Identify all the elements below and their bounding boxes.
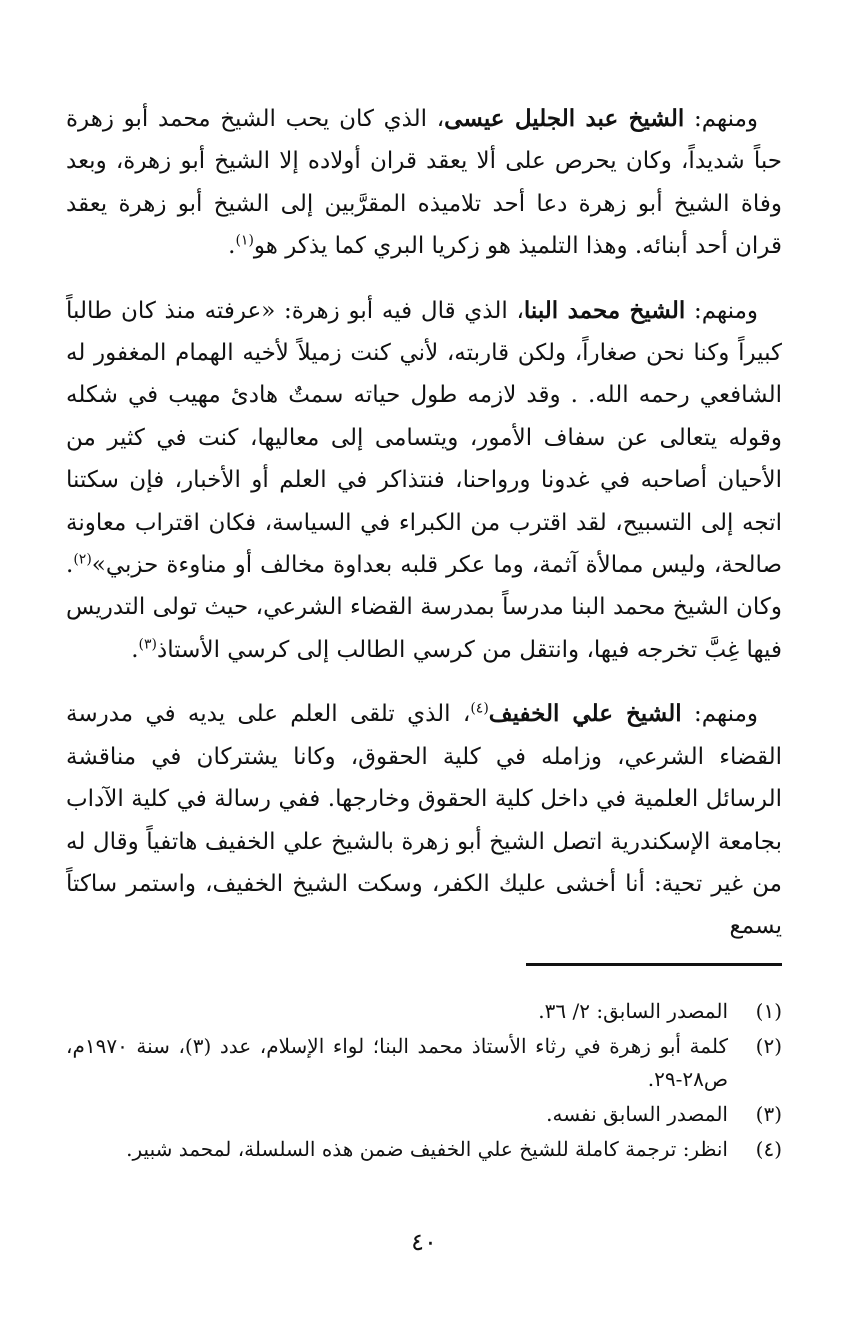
- footnote-text: انظر: ترجمة كاملة للشيخ علي الخفيف ضمن هذه السلسلة، لمحمد شبير.: [126, 1137, 728, 1161]
- paragraph-tail: .: [228, 233, 236, 260]
- person-name: الشيخ علي الخفيف: [488, 700, 682, 728]
- paragraph-lead: ومنهم:: [684, 106, 758, 132]
- footnote-item: [66, 1098, 782, 1131]
- footnote-number: (٣): [755, 1102, 782, 1126]
- person-name: الشيخ محمد البنا: [523, 296, 686, 324]
- footnote-separator: [526, 963, 782, 966]
- paragraph-text: ، الذي كان يحب الشيخ محمد أبو زهرة حباً شديداً، وكان يحرص على ألا يعقد قران أولاده إلا الشيخ أبو زهرة، وبعد وفاة الشيخ أبو زهرة دعا أحد تلاميذه المقرَّبين إلى الشيخ أبو زهرة يعقد قران أحد أبنائه. وهذا التلميذ هو زكريا البري كما يذكر هو: [66, 106, 782, 260]
- footnote-text: المصدر السابق: ٢/ ٣٦.: [538, 999, 728, 1023]
- paragraph-ali-al-khafif: [66, 693, 782, 947]
- footnote-item: [66, 995, 782, 1028]
- paragraph-text: ، الذي قال فيه أبو زهرة: «عرفته منذ كان طالباً كبيراً وكنا نحن صغاراً، ولكن قاربته، لأني كنت زميلاً لأخيه الهمام المغفور له الشافعي رحمه الله. . وقد لازمه طول حياته سمتٌ هادئ مهيب في شكله وقوله يتعالى عن سفاف الأمور، ويتسامى إلى معاليها، كنت في كثير من الأحيان أصاحبه في غدونا ورواحنا، فنتذاكر في العلم أو الأخبار، فإن سكتنا اتجه إلى التسبيح، لقد اقترب من الكبراء في السياسة، فكان اقتراب معاونة صالحة، وليس ممالأة آثمة، وما عكر قلبه بعداوة مخالف أو مناوءة حزبي»: [66, 297, 782, 579]
- main-text: [66, 98, 782, 948]
- footnote-number: (١): [755, 999, 782, 1023]
- paragraph-muhammad-al-banna: [66, 290, 782, 672]
- paragraph-lead: ومنهم:: [685, 297, 759, 324]
- person-name: الشيخ عبد الجليل عيسى: [444, 105, 685, 132]
- footnote-ref: (٣): [138, 636, 157, 653]
- paragraph-lead: ومنهم:: [681, 701, 759, 728]
- footnote-text: المصدر السابق نفسه.: [546, 1102, 728, 1126]
- footnotes: [66, 995, 782, 1168]
- paragraph-text-continued: . وكان الشيخ محمد البنا مدرساً بمدرسة القضاء الشرعي، حيث تولى التدريس فيها غِبَّ تخرجه فيها، وانتقل من كرسي الطالب إلى كرسي الأستاذ: [66, 552, 782, 663]
- paragraph-abdul-jalil-eissa: [66, 98, 782, 268]
- footnote-item: [66, 1030, 782, 1096]
- page-number: ٤٠: [411, 1228, 437, 1256]
- footnote-number: (٢): [755, 1034, 782, 1058]
- footnote-text: كلمة أبو زهرة في رثاء الأستاذ محمد البنا؛ لواء الإسلام، عدد (٣)، سنة ١٩٧٠م، ص٢٨-٢٩.: [66, 1034, 728, 1091]
- footnote-number: (٤): [755, 1137, 782, 1161]
- paragraph-tail: .: [131, 636, 139, 663]
- footnote-ref: (١): [235, 232, 254, 249]
- footnote-ref: (٤): [470, 700, 489, 717]
- footnote-item: [66, 1133, 782, 1166]
- footnote-ref: (٢): [73, 551, 92, 568]
- paragraph-text: ، الذي تلقى العلم على يديه في مدرسة القضاء الشرعي، وزامله في كلية الحقوق، وكانا يشتركان في مناقشة الرسائل العلمية في داخل كلية الحقوق وخارجها. ففي رسالة في كلية الآداب بجامعة الإسكندرية اتصل الشيخ أبو زهرة بالشيخ علي الخفيف هاتفياً وقال له من غير تحية: أنا أخشى عليك الكفر، وسكت الشيخ الخفيف، واستمر ساكتاً يسمع: [66, 701, 782, 940]
